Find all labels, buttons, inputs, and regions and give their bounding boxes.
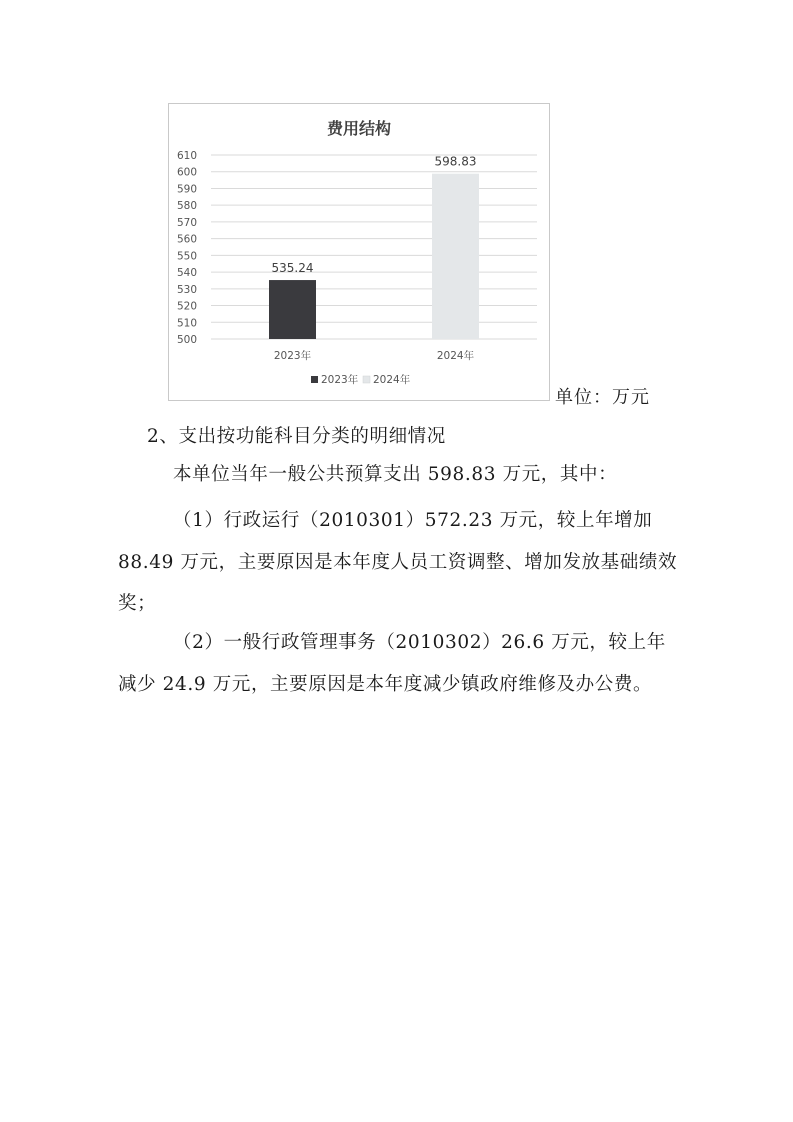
chart-title: 费用结构 [326, 119, 391, 138]
intro-paragraph: 本单位当年一般公共预算支出 598.83 万元，其中： [173, 464, 618, 485]
bar-chart-svg [169, 104, 549, 400]
item1-paragraph: （1）行政运行（2010301）572.23 万元，较上年增加 88.49 万元，主要原因是本年度人员工资调整、增加发放基础绩效奖； [118, 510, 678, 614]
y-tick-label: 520 [176, 300, 197, 313]
y-tick-label: 570 [176, 216, 197, 229]
section-heading: 2、支出按功能科目分类的明细情况 [147, 426, 446, 447]
data-label: 598.83 [434, 154, 477, 169]
legend-label: 2023年 [321, 374, 359, 386]
y-tick-label: 510 [176, 317, 197, 330]
y-tick-label: 550 [176, 250, 197, 263]
legend-swatch [363, 376, 370, 383]
x-tick-label: 2023年 [273, 350, 312, 362]
y-tick-label: 610 [176, 150, 197, 162]
data-label: 535.24 [271, 261, 314, 276]
legend-label: 2024年 [373, 374, 411, 386]
bar [269, 280, 316, 339]
y-tick-label: 590 [176, 183, 197, 196]
item2-paragraph: （2）一般行政管理事务（2010302）26.6 万元，较上年减少 24.9 万元，主要原因是本年度减少镇政府维修及办公费。 [118, 632, 666, 695]
y-tick-label: 600 [176, 166, 197, 179]
y-tick-label: 530 [176, 283, 197, 296]
y-tick-label: 560 [176, 233, 197, 246]
bar [432, 174, 479, 339]
expense-structure-chart [168, 103, 550, 401]
legend-swatch [311, 376, 318, 383]
y-tick-label: 580 [176, 200, 197, 213]
y-tick-label: 500 [176, 334, 197, 346]
y-tick-label: 540 [176, 267, 197, 280]
x-tick-label: 2024年 [436, 350, 475, 362]
unit-label: 单位：万元 [555, 387, 650, 408]
